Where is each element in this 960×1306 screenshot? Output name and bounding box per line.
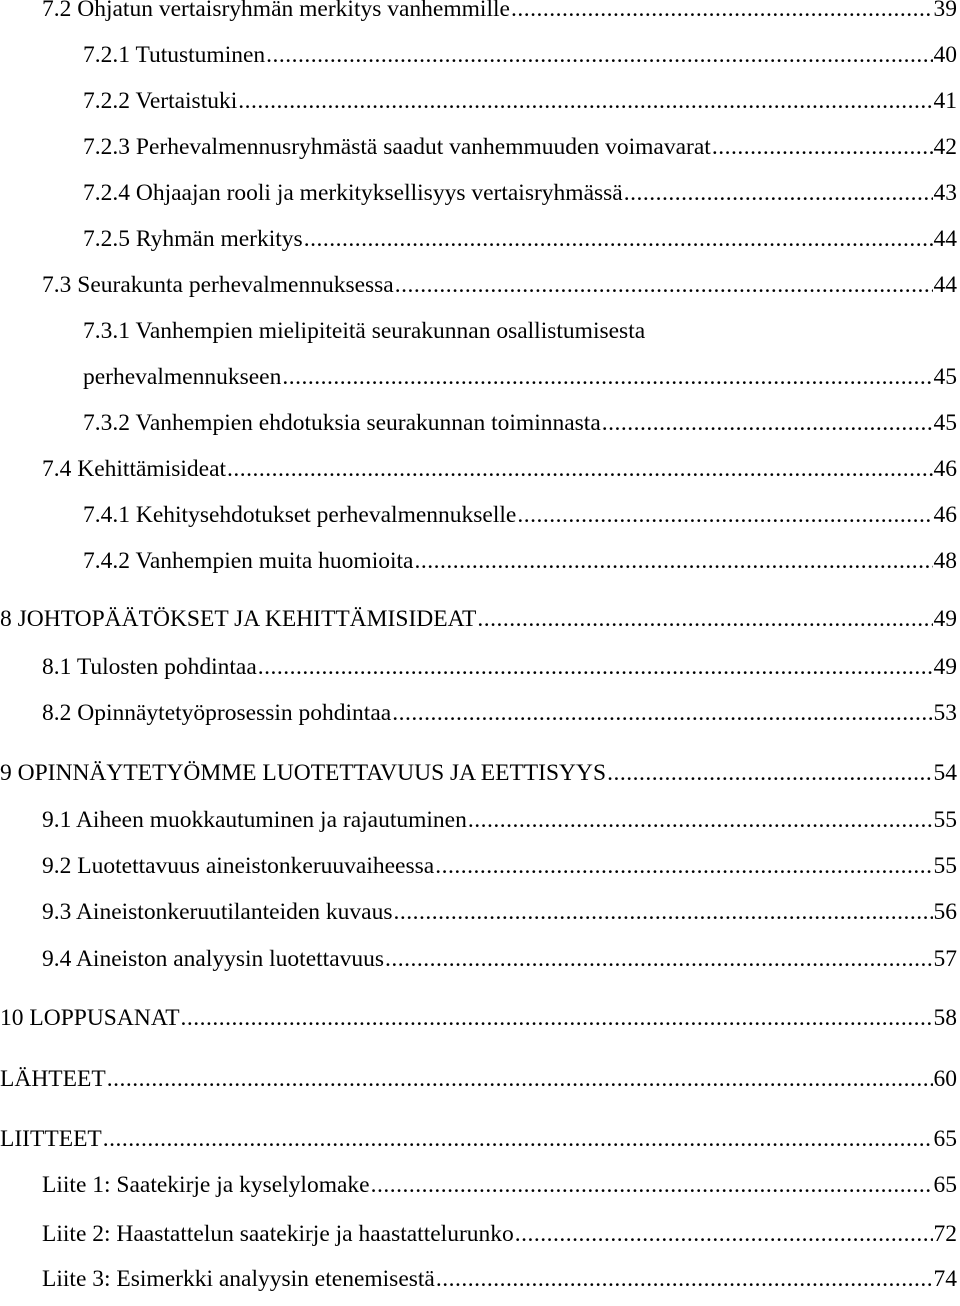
toc-entry[interactable]	[0, 272, 957, 306]
toc-entry-page: 46	[933, 456, 957, 482]
toc-entry-title: 7.3 Seurakunta perhevalmennuksessa	[42, 272, 394, 298]
toc-entry[interactable]	[0, 502, 957, 536]
dot-leader	[468, 807, 933, 834]
dot-leader	[477, 606, 932, 633]
toc-entry[interactable]	[0, 853, 957, 887]
toc-entry-title: 7.4.1 Kehitysehdotukset perhevalmennukselle	[83, 502, 517, 528]
dot-leader	[227, 456, 932, 483]
toc-entry-title: 7.2 Ohjatun vertaisryhmän merkitys vanhemmille	[42, 0, 510, 22]
toc-entry[interactable]	[0, 1005, 957, 1039]
toc-entry[interactable]	[0, 760, 957, 794]
dot-leader	[624, 180, 933, 207]
toc-entry-title: 7.2.5 Ryhmän merkitys	[83, 226, 303, 252]
toc-entry-title: 7.2.1 Tutustuminen	[83, 42, 266, 68]
toc-entry-page: 46	[933, 502, 957, 528]
toc-entry-page: 65	[933, 1126, 957, 1152]
dot-leader	[385, 946, 932, 973]
toc-entry[interactable]	[0, 0, 957, 30]
toc-entry-page: 57	[933, 946, 957, 972]
dot-leader	[602, 410, 933, 437]
toc-entry-title: 8.1 Tulosten pohdintaa	[42, 654, 257, 680]
toc-entry-title: 9.3 Aineistonkeruutilanteiden kuvaus	[42, 899, 393, 925]
toc-entry-title: 7.2.3 Perhevalmennusryhmästä saadut vanhemmuuden voimavarat	[83, 134, 711, 160]
toc-entry-title: 8 JOHTOPÄÄTÖKSET JA KEHITTÄMISIDEAT	[0, 606, 477, 632]
dot-leader	[515, 1221, 933, 1248]
toc-entry[interactable]	[0, 410, 957, 444]
dot-leader	[266, 42, 932, 69]
toc-entry-page: 43	[933, 180, 957, 206]
toc-entry-page: 72	[933, 1221, 957, 1247]
dot-leader	[103, 1126, 933, 1153]
dot-leader	[392, 700, 932, 727]
toc-entry[interactable]	[0, 456, 957, 490]
toc-entry-title: 9 OPINNÄYTETYÖMME LUOTETTAVUUS JA EETTISYYS	[0, 760, 607, 786]
dot-leader	[511, 0, 933, 23]
toc-entry-page: 41	[933, 88, 957, 114]
toc-entry-page: 60	[933, 1066, 957, 1092]
toc-entry-title: Liite 3: Esimerkki analyysin etenemisestä	[42, 1266, 435, 1292]
toc-entry-title: 9.4 Aineiston analyysin luotettavuus	[42, 946, 385, 972]
dot-leader	[435, 853, 932, 880]
toc-entry-page: 74	[933, 1266, 957, 1292]
toc-entry[interactable]	[0, 807, 957, 841]
toc-entry[interactable]	[0, 180, 957, 214]
toc-entry-title: LIITTEET	[0, 1126, 102, 1152]
toc-entry-title: 8.2 Opinnäytetyöprosessin pohdintaa	[42, 700, 392, 726]
toc-entry-page: 49	[933, 654, 957, 680]
toc-entry[interactable]	[0, 654, 957, 688]
toc-entry[interactable]	[0, 548, 957, 582]
toc-entry[interactable]	[0, 134, 957, 168]
toc-entry[interactable]	[0, 1221, 957, 1255]
toc-entry-title: 9.1 Aiheen muokkautuminen ja rajautuminen	[42, 807, 467, 833]
toc-entry-title: Liite 1: Saatekirje ja kyselylomake	[42, 1172, 370, 1198]
dot-leader	[393, 899, 932, 926]
dot-leader	[607, 760, 932, 787]
toc-entry-page: 58	[933, 1005, 957, 1031]
toc-entry-title: Liite 2: Haastattelun saatekirje ja haastattelurunko	[42, 1221, 514, 1247]
toc-entry-title: 7.4 Kehittämisideat	[42, 456, 227, 482]
toc-entry-page: 45	[933, 364, 957, 390]
toc-entry[interactable]	[0, 700, 957, 734]
toc-entry-title: LÄHTEET	[0, 1066, 106, 1092]
toc-entry-page: 44	[933, 272, 957, 298]
toc-entry-title: 7.2.2 Vertaistuki	[83, 88, 238, 114]
toc-entry-page: 39	[933, 0, 957, 22]
toc-entry[interactable]	[0, 364, 957, 398]
toc-entry-title: perhevalmennukseen	[83, 364, 282, 390]
toc-entry-page: 53	[933, 700, 957, 726]
dot-leader	[107, 1066, 933, 1093]
toc-entry[interactable]	[0, 42, 957, 76]
toc-entry-title: 7.3.1 Vanhempien mielipiteitä seurakunnan osallistumisesta	[83, 318, 646, 344]
dot-leader	[436, 1266, 933, 1293]
toc-entry[interactable]	[0, 1172, 957, 1206]
dot-leader	[238, 88, 932, 115]
toc-entry[interactable]	[0, 226, 957, 260]
toc-entry-page: 49	[933, 606, 957, 632]
dot-leader	[414, 548, 932, 575]
toc-entry-title: 7.2.4 Ohjaajan rooli ja merkityksellisyys vertaisryhmässä	[83, 180, 623, 206]
toc-entry-title: 7.4.2 Vanhempien muita huomioita	[83, 548, 414, 574]
toc-entry[interactable]	[0, 946, 957, 980]
toc-entry-page: 55	[933, 807, 957, 833]
toc-entry[interactable]	[0, 899, 957, 933]
toc-entry-page: 65	[933, 1172, 957, 1198]
dot-leader	[371, 1172, 933, 1199]
toc-entry[interactable]	[0, 1066, 957, 1100]
toc-entry-page: 44	[933, 226, 957, 252]
toc-entry-title: 9.2 Luotettavuus aineistonkeruuvaiheessa	[42, 853, 435, 879]
dot-leader	[304, 226, 933, 253]
toc-entry[interactable]	[0, 318, 957, 352]
toc-entry[interactable]	[0, 88, 957, 122]
toc-entry-page: 45	[933, 410, 957, 436]
toc-entry-page: 55	[933, 853, 957, 879]
toc-entry-page: 54	[933, 760, 957, 786]
toc-entry-page: 48	[933, 548, 957, 574]
toc-entry-title: 7.3.2 Vanhempien ehdotuksia seurakunnan toiminnasta	[83, 410, 601, 436]
toc-entry-title: 10 LOPPUSANAT	[0, 1005, 180, 1031]
toc-entry-page: 42	[933, 134, 957, 160]
toc-entry-page: 56	[933, 899, 957, 925]
toc-entry-page: 40	[933, 42, 957, 68]
toc-entry[interactable]	[0, 606, 957, 640]
dot-leader	[258, 654, 933, 681]
dot-leader	[517, 502, 932, 529]
dot-leader	[395, 272, 933, 299]
dot-leader	[181, 1005, 933, 1032]
dot-leader	[282, 364, 932, 391]
dot-leader	[712, 134, 933, 161]
toc-entry[interactable]	[0, 1126, 957, 1160]
toc-entry[interactable]	[0, 1266, 957, 1300]
